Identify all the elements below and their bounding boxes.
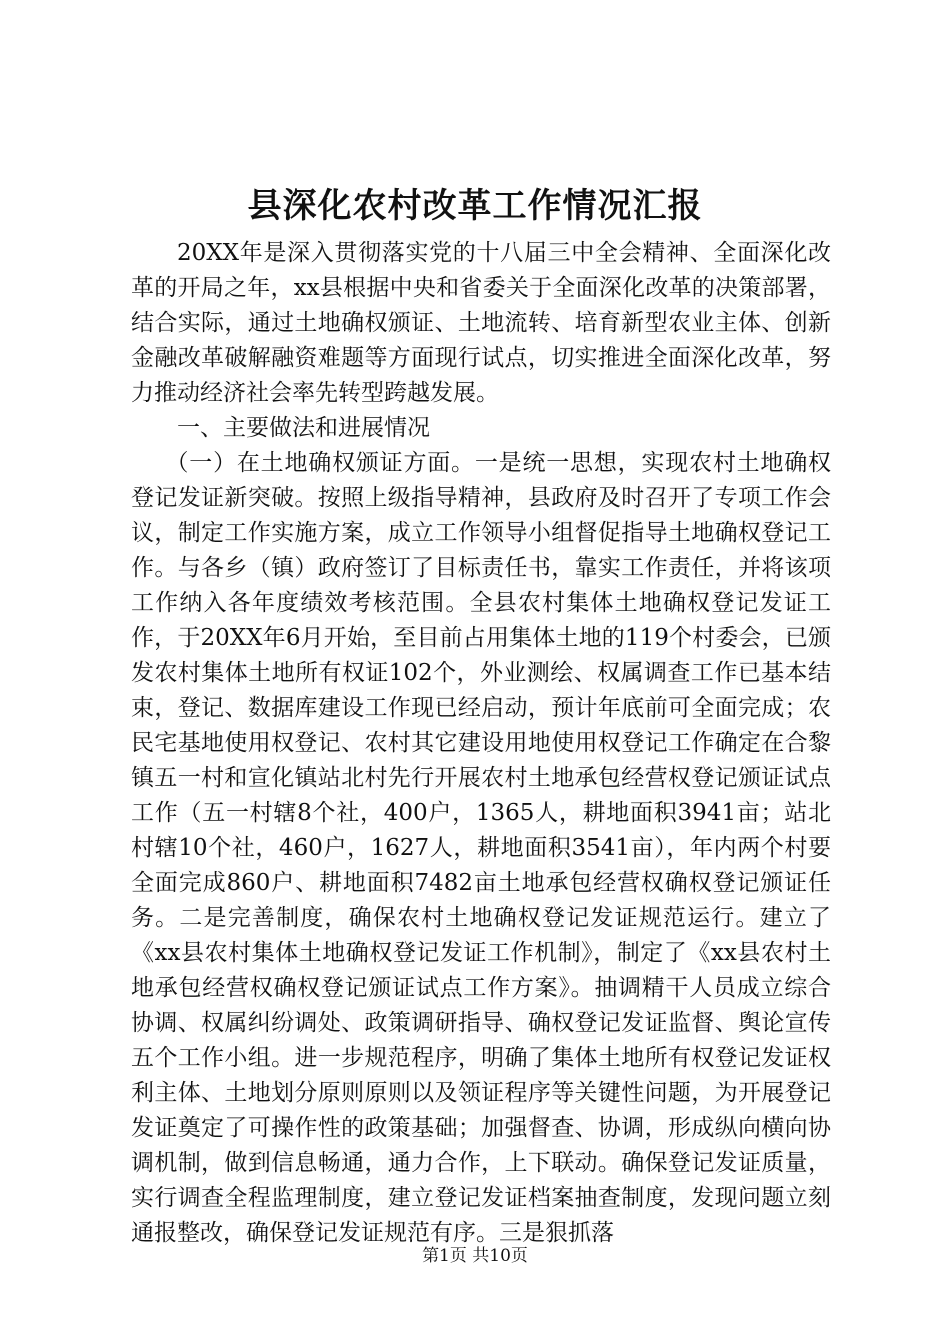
document-title: 县深化农村改革工作情况汇报 [247,186,703,226]
page-footer: 第1页 共10页 [422,1246,528,1266]
section-heading: 一、主要做法和进展情况 [177,415,430,441]
subsection-paragraph: （一）在土地确权颁证方面。一是统一思想，实现农村土地确权登记发证新突破。按照上级指导精神，县政府及时召开了专项工作会议，制定工作实施方案，成立工作领导小组督促指导土地确权登记工作。与各乡（镇）政府签订了目标责任书，靠实工作责任，并将该项工作纳入各年度绩效考核范围。全县农村集体土地确权登记发证工作，于20XX年6月开始，至目前占用集体土地的119个村委会，已颁发农村集体土地所有权证102个，外业测绘、权属调查工作已基本结束，登记、数据库建设工作现已经启动，预计年底前可全面完成；农民宅基地使用权登记、农村其它建设用地使用权登记工作确定在合黎镇五一村和宣化镇站北村先行开展农村土地承包经营权登记颁证试点工作（五一村辖8个社，400户，1365人，耕地面积3941亩；站北村辖10个社，460户，1627人，耕地面积3541亩），年内两个村要全面完成860户、耕地面积7482亩土地承包经营权确权登记颁证任务。二是完善制度，确保农村土地确权登记发证规范运行。建立了《xx县农村集体土地确权登记发证工作机制》，制定了《xx县农村土地承包经营权确权登记颁证试点工作方案》。抽调精干人员成立综合协调、权属纠纷调处、政策调研指导、确权登记发证监督、舆论宣传五个工作小组。进一步规范程序，明确了集体土地所有权登记发证权利主体、土地划分原则原则以及领证程序等关键性问题，为开展登记发证奠定了可操作性的政策基础；加强督查、协调，形成纵向横向协调机制，做到信息畅通，通力合作，上下联动。确保登记发证质量，实行调查全程监理制度，建立登记发证档案抽查制度，发现问题立刻通报整改，确保登记发证规范有序。三是狠抓落 [131,450,831,1246]
intro-paragraph: 20XX年是深入贯彻落实党的十八届三中全会精神、全面深化改革的开局之年，xx县根据中央和省委关于全面深化改革的决策部署，结合实际，通过土地确权颁证、土地流转、培育新型农业主体、创新金融改革破解融资难题等方面现行试点，切实推进全面深化改革，努力推动经济社会率先转型跨越发展。 [131,240,831,406]
document-body [131,236,831,1251]
